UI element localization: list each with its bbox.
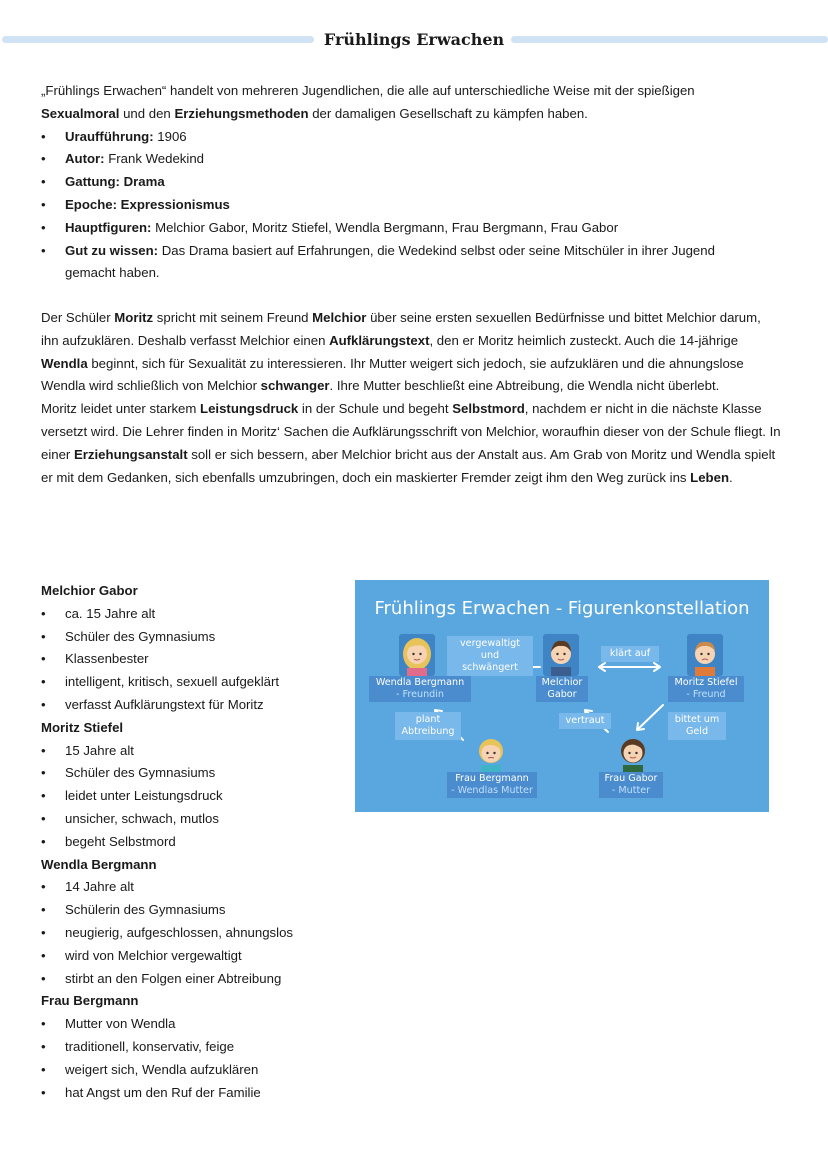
node-name: Moritz Stiefel: [674, 677, 738, 688]
fact-value: Melchior Gabor, Moritz Stiefel, Wendla Bergmann, Frau Bergmann, Frau Gabor: [151, 219, 619, 235]
fact-item: [41, 217, 781, 240]
story-text: soll er sich bessern, aber Melchior bricht aus der Anstalt aus. Am Grab von Moritz und Wendla spielt er mit dem Gedanken, sich ebenfalls umzubringen, doch ein maskierter Fremder zeigt ihm den Weg zurück ins: [41, 446, 776, 485]
story-bold: Melchior: [312, 310, 367, 325]
intro-text: und den: [119, 105, 175, 121]
fact-label: Autor:: [65, 151, 105, 167]
character-lists: [41, 580, 341, 1104]
story-bold: Aufklärungstext: [329, 332, 430, 348]
trait-item: • Mutter von Wendla: [41, 1013, 341, 1036]
title-bar: [0, 28, 828, 52]
trait-item: • Schülerin des Gymnasiums: [41, 899, 341, 922]
wendla-avatar-icon: [399, 634, 435, 676]
fact-value: Das Drama basiert auf Erfahrungen, die Wedekind selbst oder seine Mitschüler in ihrer Jugend gemacht haben.: [65, 242, 715, 281]
relation-text: vergewaltigt: [459, 638, 521, 649]
trait-item: • Klassenbester: [41, 648, 341, 671]
story-text: , den er Moritz heimlich zusteckt. Auch die 14-jährige: [429, 332, 739, 348]
node-wendla: [369, 676, 471, 702]
relation-bittet-um-geld: [668, 712, 726, 740]
relation-text: klärt auf: [609, 648, 651, 659]
character-traits: [41, 876, 341, 990]
character-name: Wendla Bergmann: [41, 856, 157, 872]
story-text: über seine ersten sexuellen Bedürfnisse und bittet Melchior darum, ihn aufzuklären. Deshalb verfasst Melchior einen: [41, 310, 761, 348]
fact-item: [41, 126, 781, 149]
node-name: Frau Gabor: [604, 773, 658, 784]
node-role: - Mutter: [611, 785, 651, 796]
fact-label: Epoche: Expressionismus: [65, 196, 230, 212]
fact-label: Hauptfiguren:: [65, 219, 152, 235]
intro-bold-erziehung: Erziehungsmethoden: [174, 105, 309, 121]
character-traits: [41, 603, 341, 717]
trait-item: • begeht Selbstmord: [41, 831, 341, 854]
intro-section: [41, 80, 781, 285]
story-paragraph-2: [41, 398, 781, 489]
node-role: - Wendlas Mutter: [451, 785, 533, 796]
story-bold: Moritz: [114, 310, 154, 325]
node-moritz: [668, 676, 744, 702]
arrow-moritz-melchior: [599, 663, 660, 671]
melchior-avatar-icon: [543, 634, 579, 676]
trait-item: • ca. 15 Jahre alt: [41, 603, 341, 626]
story-bold: Wendla: [41, 355, 88, 371]
trait-item: • 15 Jahre alt: [41, 740, 341, 763]
relation-vergewaltigt: [447, 636, 533, 676]
fact-item: [41, 171, 781, 194]
character-name: Frau Bergmann: [41, 993, 139, 1009]
character-name: Moritz Stiefel: [41, 719, 124, 735]
figurenkonstellation-diagram: [355, 580, 769, 812]
relation-text: bittet um: [674, 714, 720, 725]
relation-vertraut: [559, 713, 611, 729]
trait-item: • 14 Jahre alt: [41, 876, 341, 899]
relation-text: Geld: [685, 726, 709, 737]
relation-text: Abtreibung: [401, 726, 455, 737]
node-name: Melchior: [541, 677, 583, 688]
node-name: Wendla Bergmann: [375, 677, 465, 688]
trait-item: • traditionell, konservativ, feige: [41, 1036, 341, 1059]
relation-plant-abtreibung: [395, 712, 461, 740]
fact-label: Gut zu wissen:: [65, 242, 159, 258]
story-text: beginnt, sich für Sexualität zu interessieren. Ihr Mutter weigert sich jedoch, sie aufzuklären und die ahnungslose Wendla wird schließlich von Melchior: [41, 355, 744, 394]
story-text: spricht mit seinem Freund: [153, 310, 313, 325]
page-title: Frühlings Erwachen: [323, 30, 505, 49]
trait-item: • verfasst Aufklärungstext für Moritz: [41, 694, 341, 717]
node-role: - Freundin: [396, 689, 444, 700]
character-traits: [41, 740, 341, 854]
relation-text: und schwängert: [462, 650, 518, 673]
frau-gabor-avatar-icon: [615, 732, 651, 774]
story-text: Der Schüler: [41, 310, 115, 325]
trait-item: • wird von Melchior vergewaltigt: [41, 945, 341, 968]
character-traits: [41, 1013, 341, 1104]
intro-bold-sexualmoral: Sexualmoral: [41, 105, 120, 121]
story-bold: schwanger: [260, 378, 330, 394]
fact-item: [41, 240, 781, 286]
intro-text: der damaligen Gesellschaft zu kämpfen haben.: [308, 105, 588, 121]
trait-item: • intelligent, kritisch, sexuell aufgeklärt: [41, 671, 341, 694]
trait-item: • leidet unter Leistungsdruck: [41, 785, 341, 808]
relation-klaert-auf: [601, 646, 659, 662]
intro-line-2: [41, 103, 781, 126]
moritz-avatar-icon: [687, 634, 723, 676]
trait-item: • unsicher, schwach, mutlos: [41, 808, 341, 831]
trait-item: • stirbt an den Folgen einer Abtreibung: [41, 968, 341, 991]
fact-value: 1906: [153, 128, 187, 144]
intro-line-1: „Frühlings Erwachen“ handelt von mehreren Jugendlichen, die alle auf unterschiedliche Weise mit der spießigen: [41, 83, 695, 98]
fact-item: [41, 194, 781, 217]
trait-item: • Schüler des Gymnasiums: [41, 762, 341, 785]
arrow-moritz-fraugabor: [637, 705, 663, 730]
diagram-title: Frühlings Erwachen - Figurenkonstellation: [374, 598, 750, 619]
trait-item: • hat Angst um den Ruf der Familie: [41, 1082, 341, 1105]
trait-item: • Schüler des Gymnasiums: [41, 626, 341, 649]
story-bold: Leistungsdruck: [200, 401, 299, 417]
node-melchior: [536, 676, 588, 702]
fact-label: Gattung: Drama: [65, 174, 165, 190]
story-bold: Selbstmord: [452, 401, 525, 417]
trait-item: • neugierig, aufgeschlossen, ahnungslos: [41, 922, 341, 945]
node-name: Frau Bergmann: [455, 773, 529, 784]
story-paragraph-1: [41, 307, 781, 398]
story-text: . Ihre Mutter beschließt eine Abtreibung, die Wendla nicht überlebt.: [329, 378, 720, 394]
character-name: Melchior Gabor: [41, 583, 138, 598]
story-bold: Leben: [690, 469, 730, 485]
story-text: , nachdem er nicht in die nächste Klasse versetzt wird. Die Lehrer finden in Moritz‘ Sachen die Aufklärungsschrift von Melchior, woraufhin dieser von der Schule fliegt. In einer: [41, 401, 781, 462]
story-section: [41, 307, 781, 489]
story-text: .: [729, 469, 733, 485]
fact-item: [41, 148, 781, 171]
node-name: Gabor: [547, 689, 577, 700]
node-frau-gabor: [599, 772, 663, 798]
fact-value: Frank Wedekind: [104, 151, 205, 167]
story-text: Moritz leidet unter starkem: [41, 401, 201, 417]
frau-bergmann-avatar-icon: [473, 732, 509, 774]
relation-text: vertraut: [565, 715, 605, 726]
story-text: in der Schule und begeht: [298, 401, 453, 417]
node-frau-bergmann: [447, 772, 537, 798]
facts-list: [41, 126, 781, 286]
story-bold: Erziehungsanstalt: [74, 446, 188, 462]
trait-item: • weigert sich, Wendla aufzuklären: [41, 1059, 341, 1082]
node-role: - Freund: [686, 689, 726, 700]
fact-label: Uraufführung:: [65, 128, 154, 144]
relation-text: plant: [415, 714, 441, 725]
